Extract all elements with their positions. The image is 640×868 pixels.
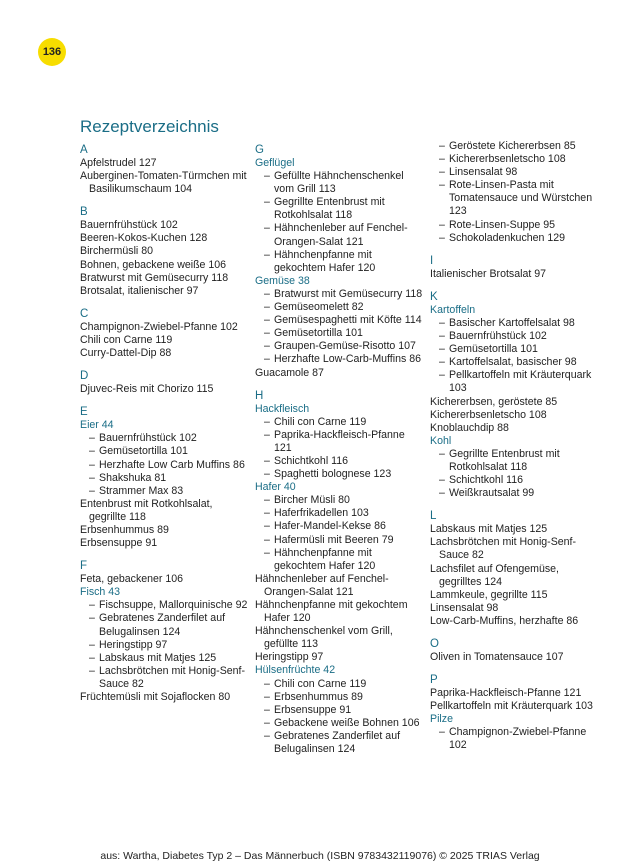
- index-subentry: – Strammer Max 83: [80, 485, 248, 498]
- index-entry: Bohnen, gebackene weiße 106: [80, 258, 227, 271]
- index-entry: Knoblauchdip 88: [430, 421, 509, 434]
- index-entry: Auberginen-Tomaten-Türmchen mit Basilikumschaum 104: [80, 170, 247, 196]
- index-subentry: – Gemüsetortilla 101: [430, 343, 598, 356]
- index-subentry: – Gemüsetortilla 101: [80, 445, 248, 458]
- index-entry: Heringstipp 97: [255, 651, 324, 664]
- index-letter-heading: G: [255, 144, 264, 156]
- index-subentry: – Fischsuppe, Mallorquinische 92: [80, 599, 248, 612]
- index-entry: Lachsbrötchen mit Honig-Senf-Sauce 82: [430, 536, 577, 562]
- index-letter-heading: C: [80, 307, 89, 320]
- page-number-badge: 136: [38, 38, 66, 66]
- index-category: Gemüse 38: [255, 274, 310, 287]
- index-subentry: – Gebackene weiße Bohnen 106: [255, 717, 423, 730]
- index-entry: Lammkeule, gegrillte 115: [430, 588, 548, 601]
- index-letter-heading: L: [430, 510, 437, 523]
- index-subentry: – Geröstete Kichererbsen 85: [430, 140, 598, 153]
- index-entry: Hähnchenleber auf Fenchel-Orangen-Salat 121: [255, 572, 389, 598]
- copyright-footer: aus: Wartha, Diabetes Typ 2 – Das Männerbuch (ISBN 9783432119076) © 2025 TRIAS Verlag: [100, 850, 540, 862]
- index-subentry: – Gemüseomelett 82: [255, 301, 423, 314]
- index-subentry: – Gegrillte Entenbrust mit Rotkohlsalat 118: [430, 448, 598, 474]
- index-letter-heading: K: [430, 290, 438, 303]
- index-subentry: – Schichtkohl 116: [430, 474, 598, 487]
- index-entry: Kichererbsen, geröstete 85: [430, 395, 558, 408]
- index-entry: Entenbrust mit Rotkohlsalat, gegrillte 118: [80, 497, 213, 523]
- index-entry: Chili con Carne 119: [80, 333, 173, 346]
- index-category: Eier 44: [80, 419, 114, 432]
- index-entry: Brotsalat, italienischer 97: [80, 284, 199, 297]
- index-category: Hackfleisch: [255, 402, 310, 415]
- index-letter-heading: H: [255, 389, 264, 402]
- index-subentry: – Gebratenes Zanderfilet auf Belugalinsen 124: [80, 612, 248, 638]
- index-entry: Hähnchenpfanne mit gekochtem Hafer 120: [255, 599, 408, 625]
- index-category: Kartoffeln: [430, 303, 476, 316]
- index-entry: Labskaus mit Matjes 125: [430, 523, 548, 536]
- index-entry: Birchermüsli 80: [80, 245, 154, 258]
- index-entry: Bratwurst mit Gemüsecurry 118: [80, 271, 229, 284]
- index-subentry: – Herzhafte Low Carb Muffins 86: [80, 459, 248, 472]
- index-letter-heading: D: [80, 370, 89, 383]
- index-subentry: – Hafermüsli mit Beeren 79: [255, 534, 423, 547]
- index-column-2: [255, 140, 423, 756]
- index-subentry: – Herzhafte Low-Carb-Muffins 86: [255, 353, 423, 366]
- index-subentry: – Bircher Müsli 80: [255, 494, 423, 507]
- index-subentry: – Hähnchenpfanne mit gekochtem Hafer 120: [255, 249, 423, 275]
- index-subentry: – Weißkrautsalat 99: [430, 487, 598, 500]
- index-subentry: – Lachsbrötchen mit Honig-Senf-Sauce 82: [80, 665, 248, 691]
- index-entry: Früchtemüsli mit Sojaflocken 80: [80, 691, 231, 703]
- index-letter-heading: B: [80, 206, 88, 219]
- index-entry: Bauernfrühstück 102: [80, 219, 178, 232]
- index-subentry: – Graupen-Gemüse-Risotto 107: [255, 340, 423, 353]
- index-subentry: – Hähnchenpfanne mit gekochtem Hafer 120: [255, 547, 423, 573]
- index-subentry: – Erbsensuppe 91: [255, 704, 423, 717]
- index-entry: Paprika-Hackfleisch-Pfanne 121: [430, 687, 582, 700]
- index-letter-heading: F: [80, 560, 88, 573]
- index-subentry: – Pellkartoffeln mit Kräuterquark 103: [430, 369, 598, 395]
- index-subentry: – Chili con Carne 119: [255, 416, 423, 429]
- index-letter-heading: A: [80, 144, 88, 156]
- index-subentry: – Chili con Carne 119: [255, 678, 423, 691]
- index-subentry: – Hafer-Mandel-Kekse 86: [255, 520, 423, 533]
- index-subentry: – Spaghetti bolognese 123: [255, 468, 423, 481]
- index-subentry: – Rote-Linsen-Suppe 95: [430, 219, 598, 232]
- index-category: Hafer 40: [255, 481, 296, 494]
- index-subentry: – Heringstipp 97: [80, 639, 248, 652]
- index-subentry: – Rote-Linsen-Pasta mit Tomatensauce und Würstchen 123: [430, 179, 598, 218]
- index-subentry: – Shakshuka 81: [80, 472, 248, 485]
- index-subentry: – Paprika-Hackfleisch-Pfanne 121: [255, 429, 423, 455]
- index-entry: Hähnchenschenkel vom Grill, gefüllte 113: [255, 625, 393, 651]
- index-column-3: [430, 140, 598, 753]
- index-subentry: – Kartoffelsalat, basischer 98: [430, 356, 598, 369]
- index-subentry: – Bauernfrühstück 102: [80, 432, 248, 445]
- index-entry: Oliven in Tomatensauce 107: [430, 651, 564, 663]
- index-entry: Feta, gebackener 106: [80, 573, 184, 586]
- index-subentry: – Gefüllte Hähnchenschenkel vom Grill 113: [255, 170, 423, 196]
- index-letter-heading: I: [430, 254, 434, 267]
- index-entry: Beeren-Kokos-Kuchen 128: [80, 232, 208, 245]
- index-subentry: – Gemüsetortilla 101: [255, 327, 423, 340]
- page-title: Rezeptverzeichnis: [80, 117, 219, 136]
- index-letter-heading: O: [430, 638, 439, 650]
- index-subentry: – Kichererbsenletscho 108: [430, 153, 598, 166]
- index-subentry: – Schokoladenkuchen 129: [430, 232, 598, 245]
- index-entry: Erbsensuppe 91: [80, 537, 158, 550]
- index-subentry: – Haferfrikadellen 103: [255, 507, 423, 520]
- index-entry: Linsensalat 98: [430, 601, 499, 614]
- index-subentry: – Schichtkohl 116: [255, 455, 423, 468]
- index-subentry: – Basischer Kartoffelsalat 98: [430, 317, 598, 330]
- index-subentry: – Labskaus mit Matjes 125: [80, 652, 248, 665]
- index-category: Kohl: [430, 434, 452, 447]
- index-subentry: – Bauernfrühstück 102: [430, 330, 598, 343]
- index-category: Geflügel: [255, 157, 295, 169]
- index-subentry: – Gemüsespaghetti mit Köfte 114: [255, 314, 423, 327]
- index-entry: Italienischer Brotsalat 97: [430, 267, 547, 280]
- index-entry: Apfelstrudel 127: [80, 157, 157, 169]
- index-subentry: – Gegrillte Entenbrust mit Rotkohlsalat 118: [255, 196, 423, 222]
- index-subentry: – Hähnchenleber auf Fenchel-Orangen-Salat 121: [255, 222, 423, 248]
- index-column-1: [80, 140, 248, 704]
- index-letter-heading: P: [430, 674, 438, 687]
- index-subentry: – Linsensalat 98: [430, 166, 598, 179]
- index-entry: Champignon-Zwiebel-Pfanne 102: [80, 320, 238, 333]
- index-entry: Erbsenhummus 89: [80, 523, 169, 536]
- index-category: Fisch 43: [80, 586, 121, 599]
- index-entry: Pellkartoffeln mit Kräuterquark 103: [430, 700, 593, 713]
- index-subentry: – Bratwurst mit Gemüsecurry 118: [255, 288, 423, 301]
- index-category: Pilze: [430, 713, 453, 726]
- index-subentry: – Erbsenhummus 89: [255, 691, 423, 704]
- index-entry: Low-Carb-Muffins, herzhafte 86: [430, 614, 579, 627]
- index-entry: Lachsfilet auf Ofengemüse, gegrilltes 124: [430, 562, 559, 588]
- index-letter-heading: E: [80, 406, 88, 419]
- index-category: Hülsenfrüchte 42: [255, 664, 336, 677]
- index-entry: Guacamole 87: [255, 366, 324, 379]
- index-entry: Kichererbsenletscho 108: [430, 408, 547, 421]
- index-entry: Curry-Dattel-Dip 88: [80, 347, 172, 360]
- index-subentry: – Gebratenes Zanderfilet auf Belugalinsen 124: [255, 730, 423, 756]
- index-subentry: – Champignon-Zwiebel-Pfanne 102: [430, 726, 598, 752]
- index-entry: Djuvec-Reis mit Chorizo 115: [80, 383, 214, 396]
